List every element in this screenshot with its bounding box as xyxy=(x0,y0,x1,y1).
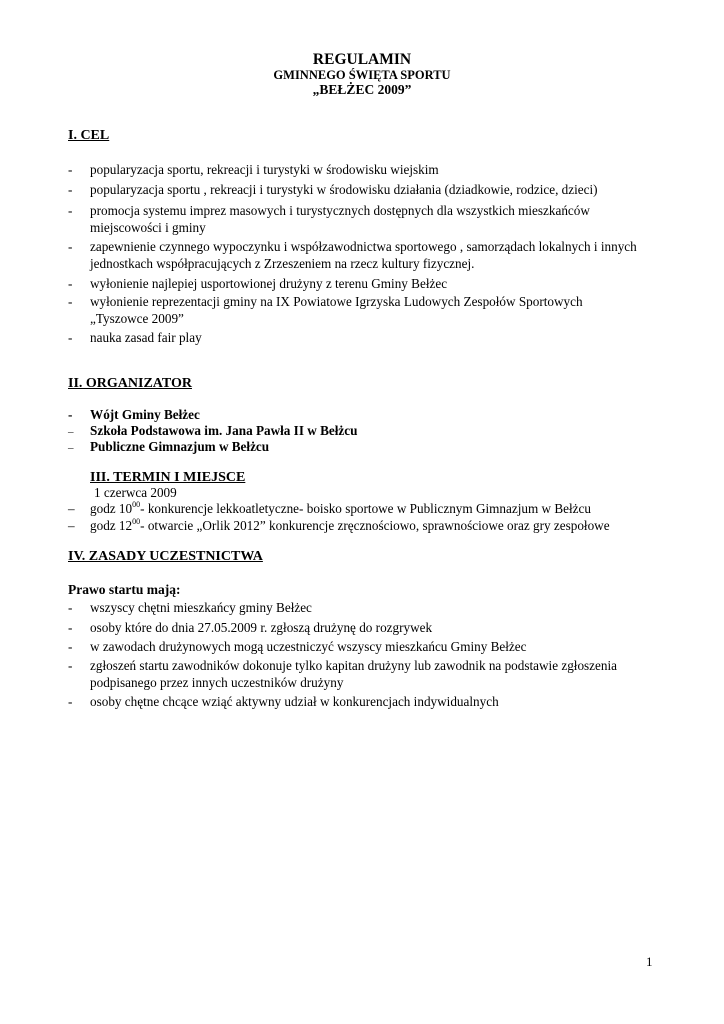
list-item: - osoby które do dnia 27.05.2009 r. zgłoszą drużynę do rozgrywek xyxy=(68,620,433,635)
bullet: - xyxy=(68,694,73,709)
list-item: - osoby chętne chcące wziąć aktywny udział w konkurencjach indywidualnych xyxy=(68,694,499,709)
list-item: - nauka zasad fair play xyxy=(68,330,202,345)
bullet: - xyxy=(68,182,73,197)
list-item: - w zawodach drużynowych mogą uczestniczyć wszyscy mieszkańcu Gminy Bełżec xyxy=(68,639,527,654)
list-item: - zgłoszeń startu zawodników dokonuje tylko kapitan drużyny lub zawodnik na podstawie zgłoszenia podpisanego przez innych uczestników drużyny xyxy=(68,658,617,690)
bullet: – xyxy=(68,501,75,516)
section-4-heading: IV. ZASADY UCZESTNICTWA xyxy=(68,549,263,564)
bullet: - xyxy=(68,407,73,422)
bullet: - xyxy=(68,639,73,654)
bullet: - xyxy=(68,239,73,254)
title-line-1: REGULAMIN xyxy=(312,51,412,68)
section-2-heading: II. ORGANIZATOR xyxy=(68,376,192,391)
bullet: – xyxy=(68,442,74,454)
bullet: - xyxy=(68,658,73,673)
document-title xyxy=(0,52,724,97)
title-line-3: „BEŁŻEC 2009” xyxy=(312,82,412,97)
bullet: – xyxy=(68,518,75,533)
bullet: - xyxy=(68,620,73,635)
organizer-item: – Szkoła Podstawowa im. Jana Pawła II w Bełżcu xyxy=(68,423,357,441)
list-item: - popularyzacja sportu , rekreacji i turystyki w środowisku działania (dziadkowie, rodzice, dzieci) xyxy=(68,182,598,197)
bullet: - xyxy=(68,330,73,345)
list-item: - wyłonienie najlepiej usportowionej drużyny z terenu Gminy Bełżec xyxy=(68,276,448,291)
organizer-item: - Wójt Gminy Bełżec xyxy=(68,407,200,422)
section-3-heading: III. TERMIN I MIEJSCE xyxy=(90,470,246,485)
bullet: - xyxy=(68,203,73,218)
bullet: – xyxy=(68,426,74,438)
schedule-item: – godz $10^{00}-$ konkurencje lekkoatletyczne- boisko sportowe w Publicznym Gimnazjum w Bełżcu xyxy=(68,500,591,516)
list-item: - zapewnienie czynnego wypoczynku i współzawodnictwa sportowego , samorządach lokalnych i innych jednostkach współpracujących z Zrzeszeniem na rzecz kultury fizycznej. xyxy=(68,239,637,271)
event-date: 1 czerwca 2009 xyxy=(94,485,177,500)
list-item: - wyłonienie reprezentacji gminy na IX Powiatowe Igrzyska Ludowych Zespołów Sportowych „Tyszowce 2009” xyxy=(68,294,583,326)
title-line-2: GMINNEGO ŚWIĘTA SPORTU xyxy=(273,68,451,82)
section-4-subheading: Prawo startu mają: xyxy=(68,582,181,597)
bullet: - xyxy=(68,600,73,615)
organizer-item: – Publiczne Gimnazjum w Bełżcu xyxy=(68,439,269,457)
section-1-heading: I. CEL xyxy=(68,128,110,143)
bullet: - xyxy=(68,276,73,291)
list-item: - wszyscy chętni mieszkańcy gminy Bełżec xyxy=(68,600,312,615)
bullet: - xyxy=(68,294,73,309)
list-item: - promocja systemu imprez masowych i turystycznych dostępnych dla wszystkich mieszkańców miejscowości i gminy xyxy=(68,203,590,235)
bullet: - xyxy=(68,162,73,177)
list-item: - popularyzacja sportu, rekreacji i turystyki w środowisku wiejskim xyxy=(68,162,439,177)
page-number: 1 xyxy=(646,954,653,969)
schedule-item: – godz $12^{00}-$ otwarcie „Orlik 2012” konkurencje zręcznościowo, sprawnościowe oraz gry zespołowe xyxy=(68,517,610,533)
